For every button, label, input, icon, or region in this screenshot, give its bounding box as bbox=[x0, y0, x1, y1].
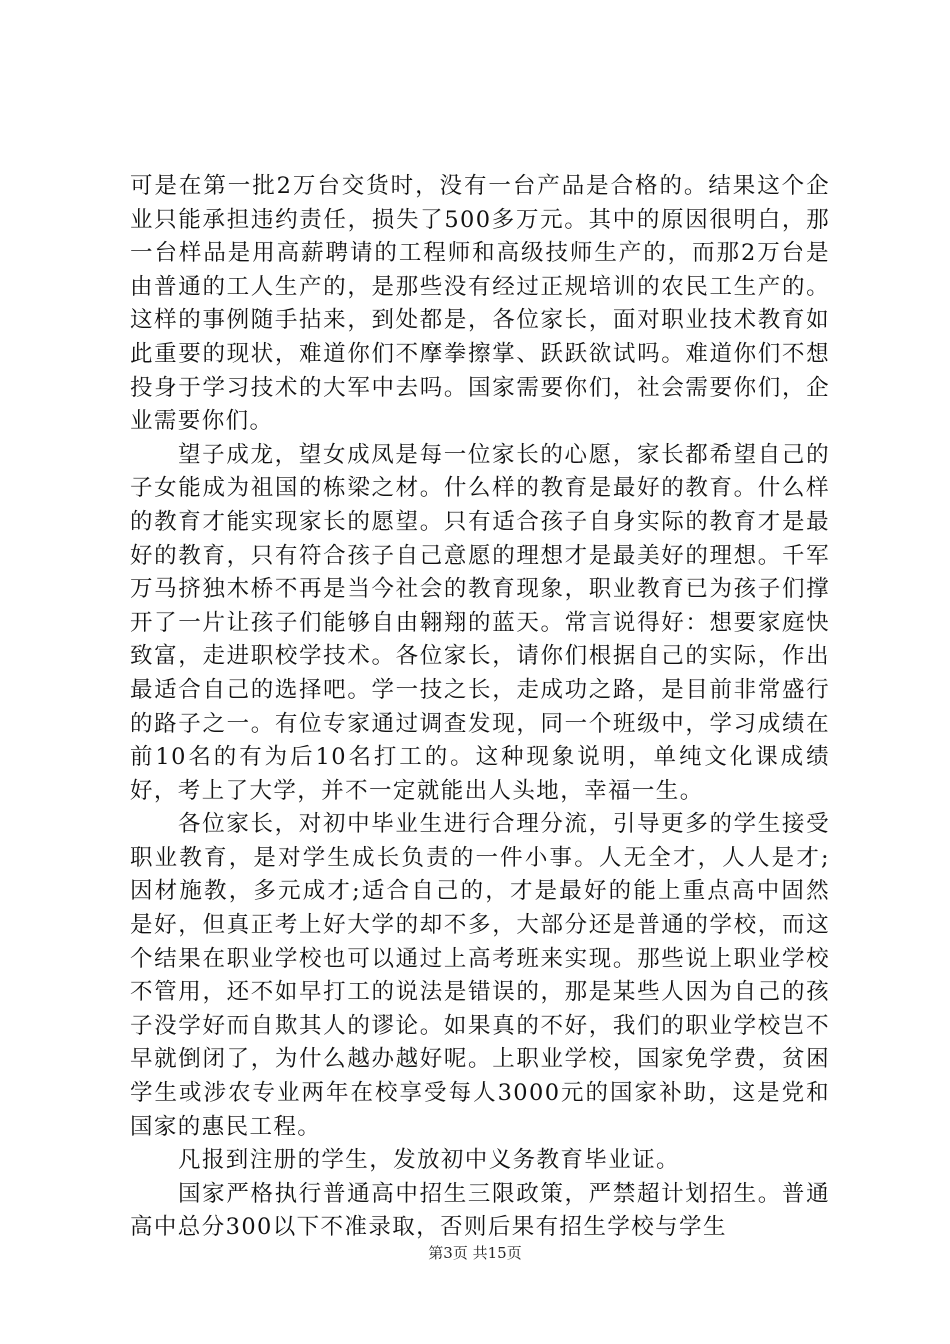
page-footer: 第3页 共15页 bbox=[428, 1244, 522, 1262]
paragraph-4: 凡报到注册的学生，发放初中义务教育毕业证。 bbox=[178, 1147, 680, 1174]
paragraph-2: 望子成龙，望女成凤是每一位家长的心愿，家长都希望自己的子女能成为祖国的栋梁之材。什么样的教育是最好的教育。什么样的教育才能实现家长的愿望。只有适合孩子自身实际的教育才是最好的教育，只有符合孩子自己意愿的理想才是最美好的理想。千军万马挤独木桥不再是当今社会的教育现象，职业教育已为孩子们撑开了一片让孩子们能够自由翱翔的蓝天。常言说得好：想要家庭快致富，走进职校学技术。各位家长，请你们根据自己的实际，作出最适合自己的选择吧。学一技之长，走成功之路，是目前非常盛行的路子之一。有位专家通过调查发现，同一个班级中，学习成绩在前10名的有为后10名打工的。这种现象说明，单纯文化课成绩好，考上了大学，并不一定就能出人头地，幸福一生。 bbox=[130, 441, 830, 804]
paragraph-3: 各位家长，对初中毕业生进行合理分流，引导更多的学生接受职业教育，是对学生成长负责的一件小事。人无全才，人人是才;因材施教，多元成才;适合自己的，才是最好的能上重点高中固然是好，但真正考上好大学的却不多，大部分还是普通的学校，而这个结果在职业学校也可以通过上高考班来实现。那些说上职业学校不管用，还不如早打工的说法是错误的，那是某些人因为自己的孩子没学好而自欺其人的谬论。如果真的不好，我们的职业学校岂不早就倒闭了，为什么越办越好呢。上职业学校，国家免学费，贫困学生或涉农专业两年在校享受每人3000元的国家补助，这是党和国家的惠民工程。 bbox=[130, 811, 830, 1140]
document-body bbox=[130, 170, 830, 1245]
paragraph-5: 国家严格执行普通高中招生三限政策，严禁超计划招生。普通高中总分300以下不准录取，否则后果有招生学校与学生 bbox=[130, 1180, 830, 1241]
paragraph-1: 可是在第一批2万台交货时，没有一台产品是合格的。结果这个企业只能承担违约责任，损失了500多万元。其中的原因很明白，那一台样品是用高薪聘请的工程师和高级技师生产的，而那2万台是由普通的工人生产的，是那些没有经过正规培训的农民工生产的。这样的事例随手拈来，到处都是，各位家长，面对职业技术教育如此重要的现状，难道你们不摩拳擦掌、跃跃欲试吗。难道你们不想投身于学习技术的大军中去吗。国家需要你们，社会需要你们，企业需要你们。 bbox=[130, 173, 830, 435]
